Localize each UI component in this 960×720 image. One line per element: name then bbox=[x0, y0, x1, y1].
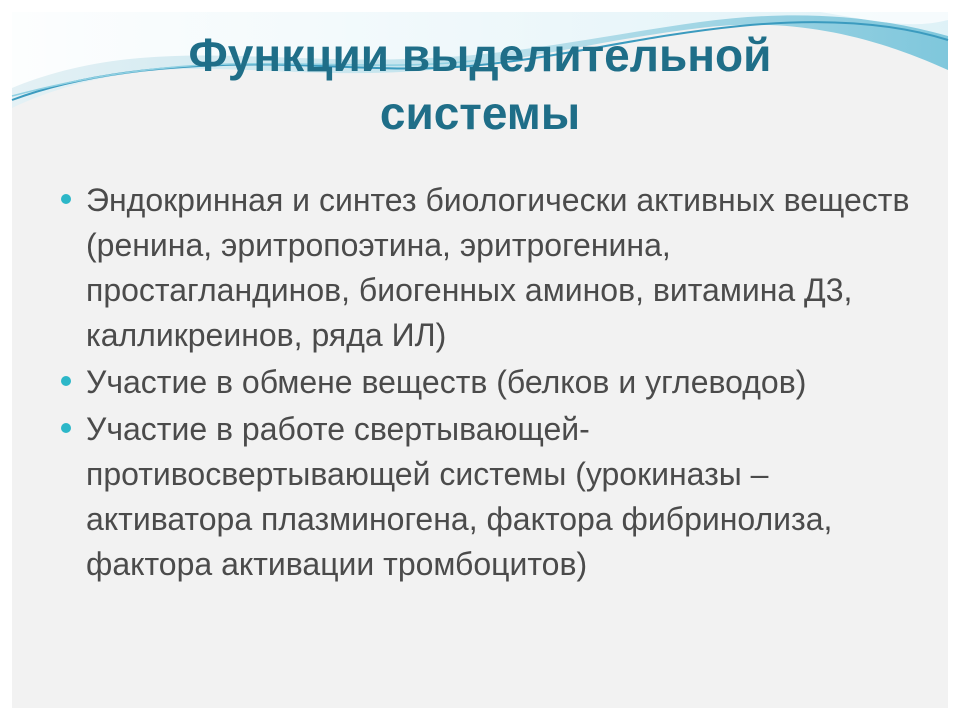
title-line-2: системы bbox=[379, 87, 581, 139]
bullet-list bbox=[60, 178, 910, 589]
bullet-text: Эндокринная и синтез биологически активных веществ (ренина, эритропоэтина, эритрогенина, простагландинов, биогенных аминов, витамина Д3, калликреинов, ряда ИЛ) bbox=[86, 182, 910, 353]
bullet-dot-icon bbox=[61, 376, 71, 386]
bullet-text: Участие в обмене веществ (белков и углеводов) bbox=[86, 364, 807, 400]
bullet-item bbox=[60, 407, 910, 587]
bullet-dot-icon bbox=[61, 194, 71, 204]
bullet-text: Участие в работе свертывающей-противосвертывающей системы (урокиназы – активатора плазминогена, фактора фибринолиза, фактора активации тромбоцитов) bbox=[86, 411, 833, 582]
slide-title bbox=[60, 26, 900, 142]
bullet-item bbox=[60, 360, 910, 405]
title-line-1: Функции выделительной bbox=[188, 29, 772, 81]
bullet-item bbox=[60, 178, 910, 358]
bullet-dot-icon bbox=[61, 423, 71, 433]
